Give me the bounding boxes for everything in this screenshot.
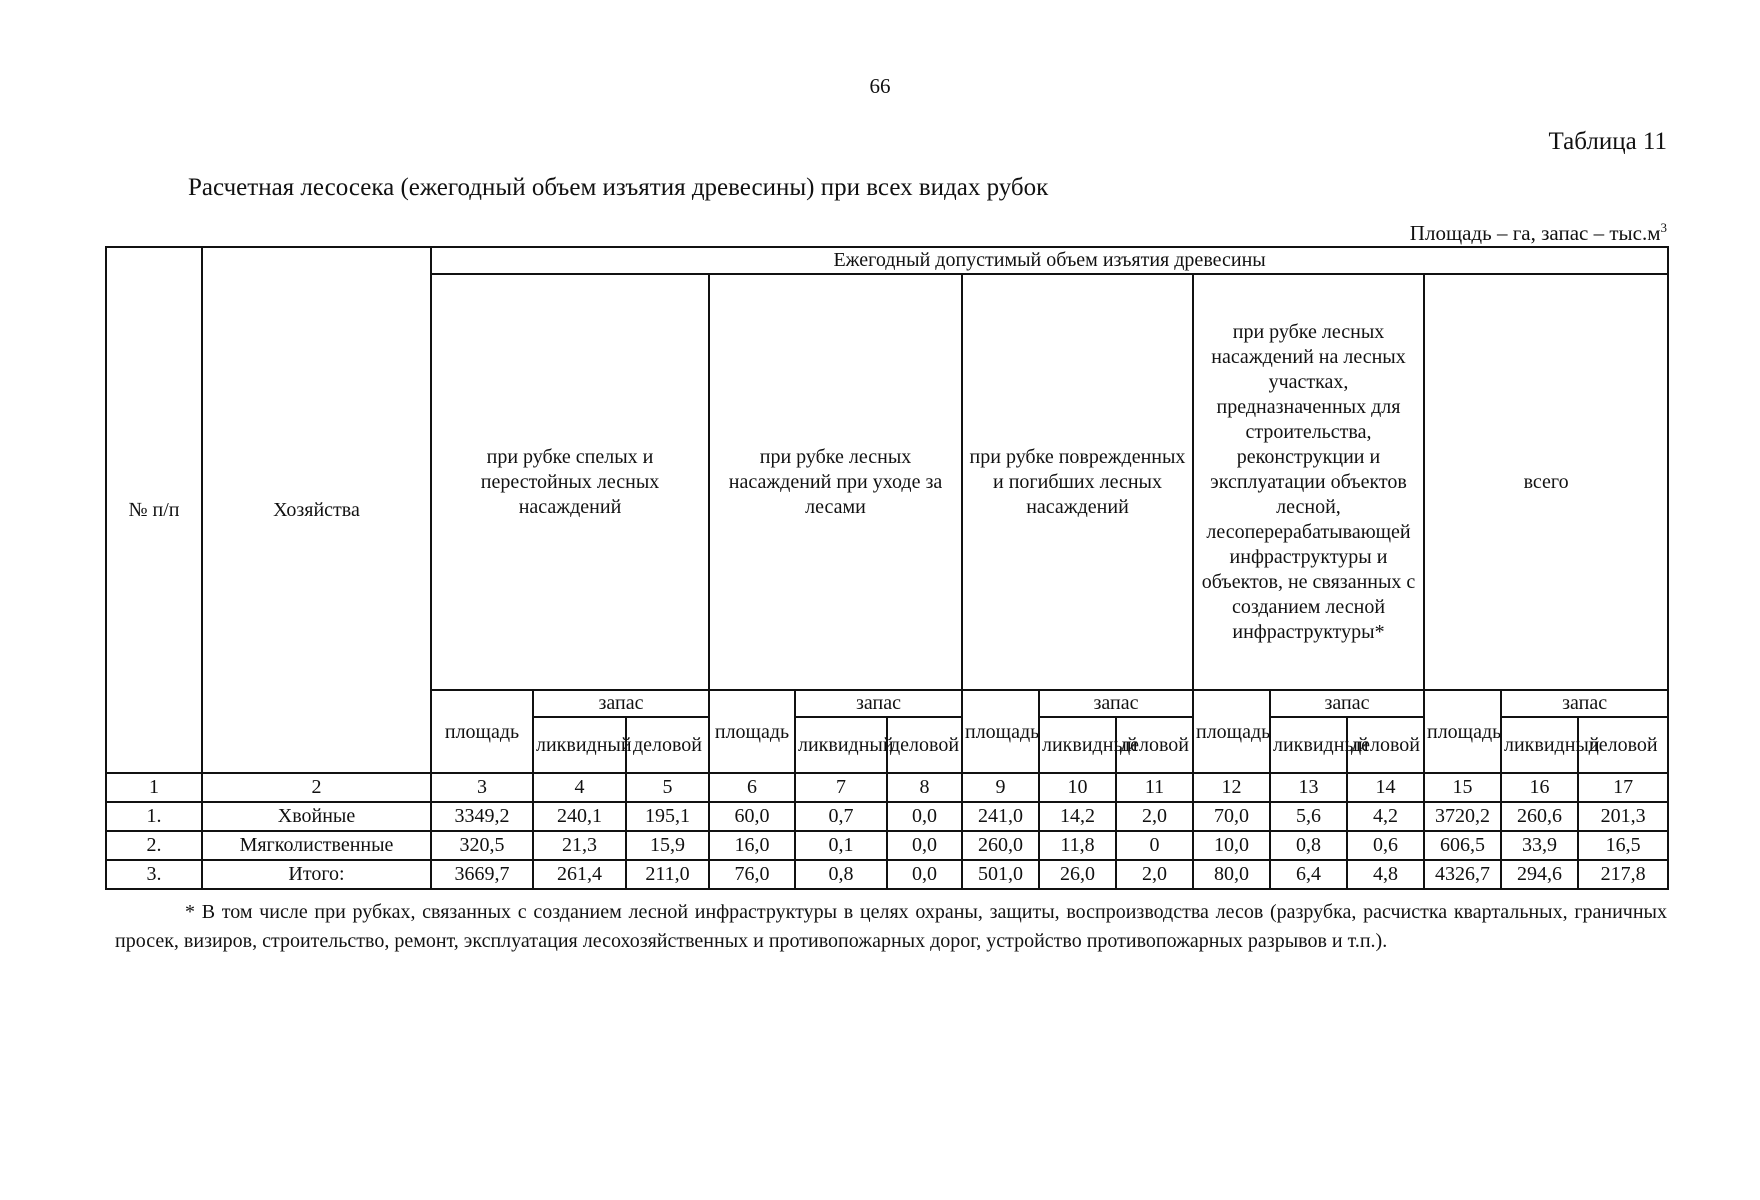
table-cell: 0,0 xyxy=(887,802,962,831)
table-cell: 0,6 xyxy=(1347,831,1424,860)
header-col-number: № п/п xyxy=(106,247,202,773)
table-row xyxy=(106,831,1668,860)
header-business: деловой xyxy=(626,717,709,773)
column-number: 17 xyxy=(1578,773,1668,802)
column-number: 6 xyxy=(709,773,795,802)
header-cat-damaged: при рубке поврежденных и погибших лесных насаждений xyxy=(962,274,1193,690)
harvest-table xyxy=(105,246,1669,890)
table-cell: 211,0 xyxy=(626,860,709,889)
table-cell: 0,0 xyxy=(887,860,962,889)
table-cell: 21,3 xyxy=(533,831,626,860)
table-cell: 76,0 xyxy=(709,860,795,889)
farm-name: Мягколиственные xyxy=(202,831,431,860)
table-cell: 10,0 xyxy=(1193,831,1270,860)
table-cell: 6,4 xyxy=(1270,860,1347,889)
table-row xyxy=(106,802,1668,831)
column-number: 5 xyxy=(626,773,709,802)
header-area: площадь xyxy=(1193,690,1270,773)
table-cell: 15,9 xyxy=(626,831,709,860)
header-annual-volume: Ежегодный допустимый объем изъятия древесины xyxy=(431,247,1668,274)
header-liquid: ликвидный xyxy=(1270,717,1347,773)
column-number: 16 xyxy=(1501,773,1578,802)
column-number: 4 xyxy=(533,773,626,802)
header-col-farm: Хозяйства xyxy=(202,247,431,773)
column-number: 2 xyxy=(202,773,431,802)
table-cell: 606,5 xyxy=(1424,831,1501,860)
table-cell: 0,7 xyxy=(795,802,887,831)
column-number: 14 xyxy=(1347,773,1424,802)
header-stock: запас xyxy=(1039,690,1193,717)
table-label: Таблица 11 xyxy=(1548,128,1667,155)
header-stock: запас xyxy=(1501,690,1668,717)
row-number: 1. xyxy=(106,802,202,831)
table-cell: 16,0 xyxy=(709,831,795,860)
units-note xyxy=(1410,220,1667,246)
row-number: 3. xyxy=(106,860,202,889)
header-liquid: ликвидный xyxy=(1501,717,1578,773)
table-cell: 0,1 xyxy=(795,831,887,860)
header-cat-construction: при рубке лесных насаждений на лесных участках, предназначенных для строительства, реконструкции и эксплуатации объектов лесной, лесоперерабатывающей инфраструктуры и объектов, не связанных с созданием лесной инфраструктуры* xyxy=(1193,274,1424,690)
table-cell: 26,0 xyxy=(1039,860,1116,889)
table-cell: 260,6 xyxy=(1501,802,1578,831)
header-stock: запас xyxy=(533,690,709,717)
table-cell: 320,5 xyxy=(431,831,533,860)
header-cat-mature: при рубке спелых и перестойных лесных насаждений xyxy=(431,274,709,690)
table-cell: 261,4 xyxy=(533,860,626,889)
row-number: 2. xyxy=(106,831,202,860)
header-business: деловой xyxy=(887,717,962,773)
header-business: деловой xyxy=(1347,717,1424,773)
column-number: 7 xyxy=(795,773,887,802)
farm-name: Хвойные xyxy=(202,802,431,831)
column-number: 10 xyxy=(1039,773,1116,802)
table-cell: 0,8 xyxy=(795,860,887,889)
table-cell: 501,0 xyxy=(962,860,1039,889)
table-cell: 4326,7 xyxy=(1424,860,1501,889)
table-cell: 80,0 xyxy=(1193,860,1270,889)
table-cell: 294,6 xyxy=(1501,860,1578,889)
column-number: 12 xyxy=(1193,773,1270,802)
table-cell: 4,2 xyxy=(1347,802,1424,831)
column-number: 9 xyxy=(962,773,1039,802)
header-area: площадь xyxy=(962,690,1039,773)
column-number: 3 xyxy=(431,773,533,802)
table-cell: 0,0 xyxy=(887,831,962,860)
table-cell: 14,2 xyxy=(1039,802,1116,831)
table-cell: 3669,7 xyxy=(431,860,533,889)
table-cell: 241,0 xyxy=(962,802,1039,831)
column-number: 1 xyxy=(106,773,202,802)
page-number: 66 xyxy=(869,74,891,98)
header-area: площадь xyxy=(1424,690,1501,773)
units-superscript: 3 xyxy=(1660,220,1667,235)
table-cell: 2,0 xyxy=(1116,802,1193,831)
table-cell: 11,8 xyxy=(1039,831,1116,860)
table-cell: 3720,2 xyxy=(1424,802,1501,831)
table-cell: 2,0 xyxy=(1116,860,1193,889)
column-number: 11 xyxy=(1116,773,1193,802)
table-row-total xyxy=(106,860,1668,889)
document-title: Расчетная лесосека (ежегодный объем изъятия древесины) при всех видах рубок xyxy=(188,174,1049,201)
table-cell: 33,9 xyxy=(1501,831,1578,860)
table-cell: 60,0 xyxy=(709,802,795,831)
table-cell: 0,8 xyxy=(1270,831,1347,860)
table-cell: 195,1 xyxy=(626,802,709,831)
header-cat-care: при рубке лесных насаждений при уходе за лесами xyxy=(709,274,962,690)
column-number: 13 xyxy=(1270,773,1347,802)
header-area: площадь xyxy=(709,690,795,773)
header-liquid: ликвидный xyxy=(1039,717,1116,773)
header-liquid: ликвидный xyxy=(533,717,626,773)
table-cell: 3349,2 xyxy=(431,802,533,831)
header-business: деловой xyxy=(1116,717,1193,773)
table-cell: 217,8 xyxy=(1578,860,1668,889)
table-cell: 4,8 xyxy=(1347,860,1424,889)
table-cell: 70,0 xyxy=(1193,802,1270,831)
header-business: деловой xyxy=(1578,717,1668,773)
table-cell: 0 xyxy=(1116,831,1193,860)
table-cell: 5,6 xyxy=(1270,802,1347,831)
column-number: 8 xyxy=(887,773,962,802)
table-cell: 201,3 xyxy=(1578,802,1668,831)
column-number: 15 xyxy=(1424,773,1501,802)
header-area: площадь xyxy=(431,690,533,773)
table-cell: 240,1 xyxy=(533,802,626,831)
header-cat-total: всего xyxy=(1424,274,1668,690)
farm-name: Итого: xyxy=(202,860,431,889)
header-stock: запас xyxy=(1270,690,1424,717)
header-liquid: ликвидный xyxy=(795,717,887,773)
header-stock: запас xyxy=(795,690,962,717)
footnote: * В том числе при рубках, связанных с созданием лесной инфраструктуры в целях охраны, защиты, воспроизводства лесов (разрубка, расчистка квартальных, граничных просек, визиров, строительство, ремонт, эксплуатация лесохозяйственных и противопожарных дорог, устройство противопожарных разрывов и т.п.). xyxy=(115,901,1667,952)
column-number-row xyxy=(106,773,1668,802)
table-cell: 16,5 xyxy=(1578,831,1668,860)
units-text: Площадь – га, запас – тыс.м xyxy=(1409,221,1661,245)
table-cell: 260,0 xyxy=(962,831,1039,860)
